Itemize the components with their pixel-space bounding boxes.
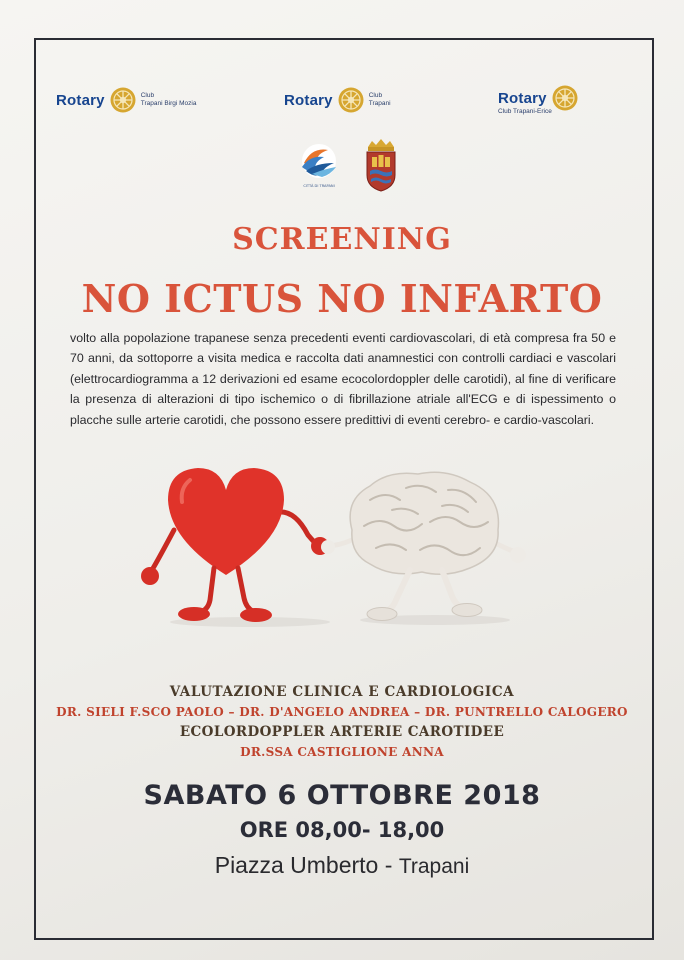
event-venue: Piazza Umberto bbox=[214, 852, 379, 878]
rotary-wheel-icon bbox=[551, 84, 579, 112]
heart-character bbox=[141, 468, 329, 622]
screening-description: volto alla popolazione trapanese senza precedenti eventi cardiovascolari, di età compresa fra 50 e 70 anni, da sottoporre a visita medica e raccolta dati anamnestici con controlli cardiaci e vascolari (elettrocardiogramma a 12 derivazioni ed esame ecocolordoppler delle carotidi), al fine di verificare la presenza di alterazioni di tipo ischemico o di fibrillazione atriale all'ECG e di ispessimento o placche sulle arterie carotidi, che possono essere predittivi di eventi cerebro- e cardio-vascolari. bbox=[70, 331, 616, 427]
city-crest-icon bbox=[364, 137, 398, 193]
rotary-logo-trapani-birgi-mozia bbox=[56, 86, 196, 114]
doppler-doctor: DR.SSA CASTIGLIONE ANNA bbox=[240, 745, 444, 759]
event-hours: ORE 08,00- 18,00 bbox=[239, 818, 445, 842]
location-separator: - bbox=[378, 852, 399, 878]
brain-character bbox=[321, 472, 526, 620]
club-name: Club Trapani Birgi Mozia bbox=[140, 92, 197, 107]
rotary-wordmark: Rotary bbox=[56, 91, 105, 109]
event-location bbox=[0, 852, 684, 879]
city-wave-logo-icon bbox=[294, 141, 344, 191]
sponsor-logos-row bbox=[0, 82, 684, 122]
rotary-wheel-icon bbox=[337, 86, 365, 114]
institution-logos bbox=[294, 137, 404, 197]
city-logo-caption: CITTÀ DI TRAPANI bbox=[303, 184, 335, 188]
heart-and-brain-illustration bbox=[130, 460, 540, 630]
clinical-doctors: DR. SIELI F.SCO PAOLO – DR. D'ANGELO ANDREA – DR. PUNTRELLO CALOGERO bbox=[56, 705, 628, 719]
club-name: Club Trapani bbox=[368, 92, 391, 107]
club-name: Club Trapani-Erice bbox=[498, 108, 552, 115]
doppler-title: ECOLORDOPPLER ARTERIE CAROTIDEE bbox=[179, 724, 505, 740]
rotary-wordmark: Rotary bbox=[284, 91, 333, 109]
rotary-logo-trapani-erice bbox=[498, 84, 579, 116]
rotary-wheel-icon bbox=[109, 86, 137, 114]
rotary-logo-trapani bbox=[284, 86, 391, 114]
clinical-evaluation-title: VALUTAZIONE CLINICA E CARDIOLOGICA bbox=[169, 684, 515, 700]
campaign-title: NO ICTUS NO INFARTO bbox=[81, 276, 603, 321]
screening-heading: SCREENING bbox=[232, 222, 452, 257]
event-city: Trapani bbox=[398, 855, 470, 878]
event-date: SABATO 6 OTTOBRE 2018 bbox=[143, 780, 541, 811]
rotary-wordmark: Rotary bbox=[498, 89, 547, 107]
